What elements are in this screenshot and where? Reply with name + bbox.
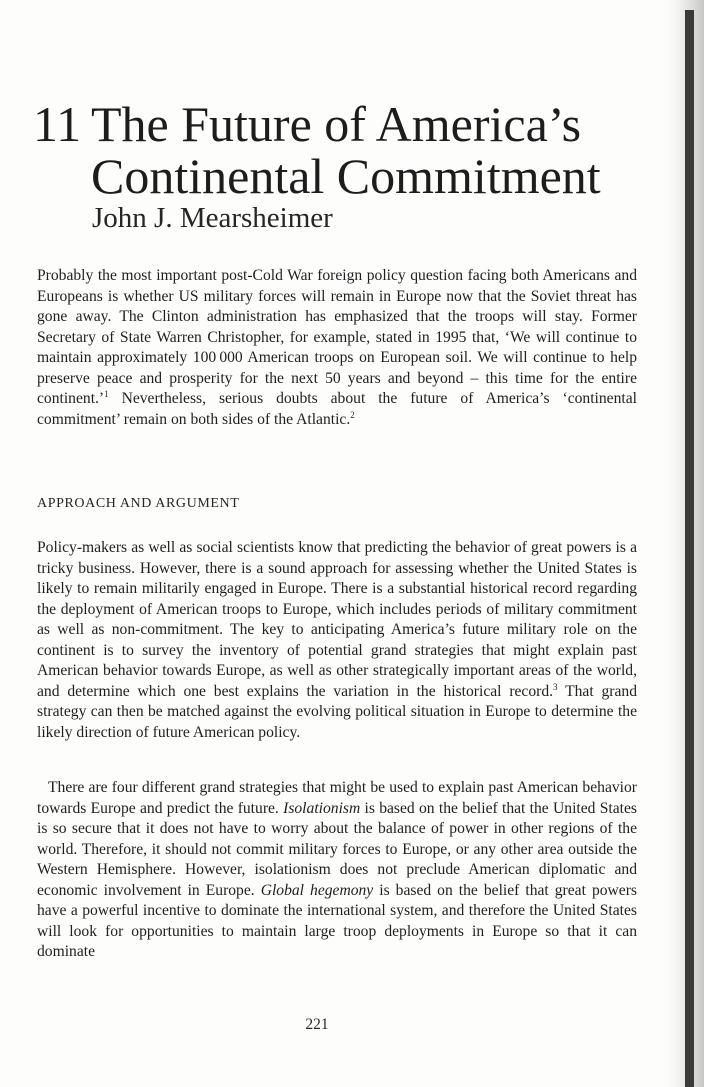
intro-paragraph — [37, 266, 637, 430]
para-1-text-1: Policy-makers as well as social scientists know that predicting the behavior of great powers is a tricky business. However, there is a sound approach for assessing whether the United States is likely to remain militarily engaged in Europe. There is a substantial historical record regarding the deployment of American troops to Europe, which includes periods of military commitment as well as non-commitment. The key to anticipating America’s future military role on the continent is to survey the inventory of potential grand strategies that might explain past American behavior towards Europe, as well as other strategically important areas of the world, and determine which one best explains the variation in the historical record. — [37, 539, 637, 700]
intro-text-1: Probably the most important post-Cold War foreign policy question facing both Americans and Europeans is whether US military forces will remain in Europe now that the Soviet threat has gone away. The Clinton administration has emphasized that the troops will stay. Former Secretary of State Warren Christopher, for example, stated in 1995 that, ‘We will continue to maintain approximately 100 000 American troops on European soil. We will continue to help preserve peace and prosperity for the next 50 years and beyond – this time for the entire continent.’ — [37, 267, 637, 407]
term-isolationism: Isolationism — [283, 799, 361, 817]
body-paragraph-1 — [37, 538, 637, 743]
chapter-title — [91, 98, 651, 202]
footnote-marker-1: 1 — [104, 388, 109, 399]
term-global-hegemony: Global hegemony — [260, 881, 374, 899]
chapter-title-line-2: Continental Commitment — [91, 148, 601, 204]
para-2-text-3: is based on the belief that great powers have a powerful incentive to dominate the international system, and therefore the United States will look for opportunities to maintain large troop deployments in Europe so that it can dominate — [37, 881, 637, 960]
section-heading: APPROACH AND ARGUMENT — [37, 496, 240, 511]
chapter-number: 11 — [33, 96, 82, 152]
footnote-marker-3: 3 — [553, 681, 558, 692]
page-number: 221 — [305, 1016, 329, 1033]
footnote-marker-2: 2 — [350, 409, 355, 420]
body-paragraph-2 — [37, 778, 637, 963]
intro-text-2: Nevertheless, serious doubts about the future of America’s ‘continental commitment’ remain on both sides of the Atlantic. — [37, 390, 637, 428]
para-2-text-1: There are four different grand strategies that might be used to explain past American behavior towards Europe and predict the future. — [37, 779, 637, 817]
chapter-title-line-1: The Future of America’s — [91, 96, 582, 152]
para-2-text-2: is based on the belief that the United States is so secure that it does not have to worry about the balance of power in other regions of the world. Therefore, it should not commit military forces to Europe, or any other area outside the Western Hemisphere. However, isolationism does not preclude American diplomatic and economic involvement in Europe. — [37, 799, 637, 899]
para-1-text-2: That grand strategy can then be matched against the evolving political situation in Europe to determine the likely direction of future American policy. — [37, 682, 637, 741]
binding-edge-bar — [685, 10, 694, 1087]
chapter-author: John J. Mearsheimer — [92, 202, 333, 234]
